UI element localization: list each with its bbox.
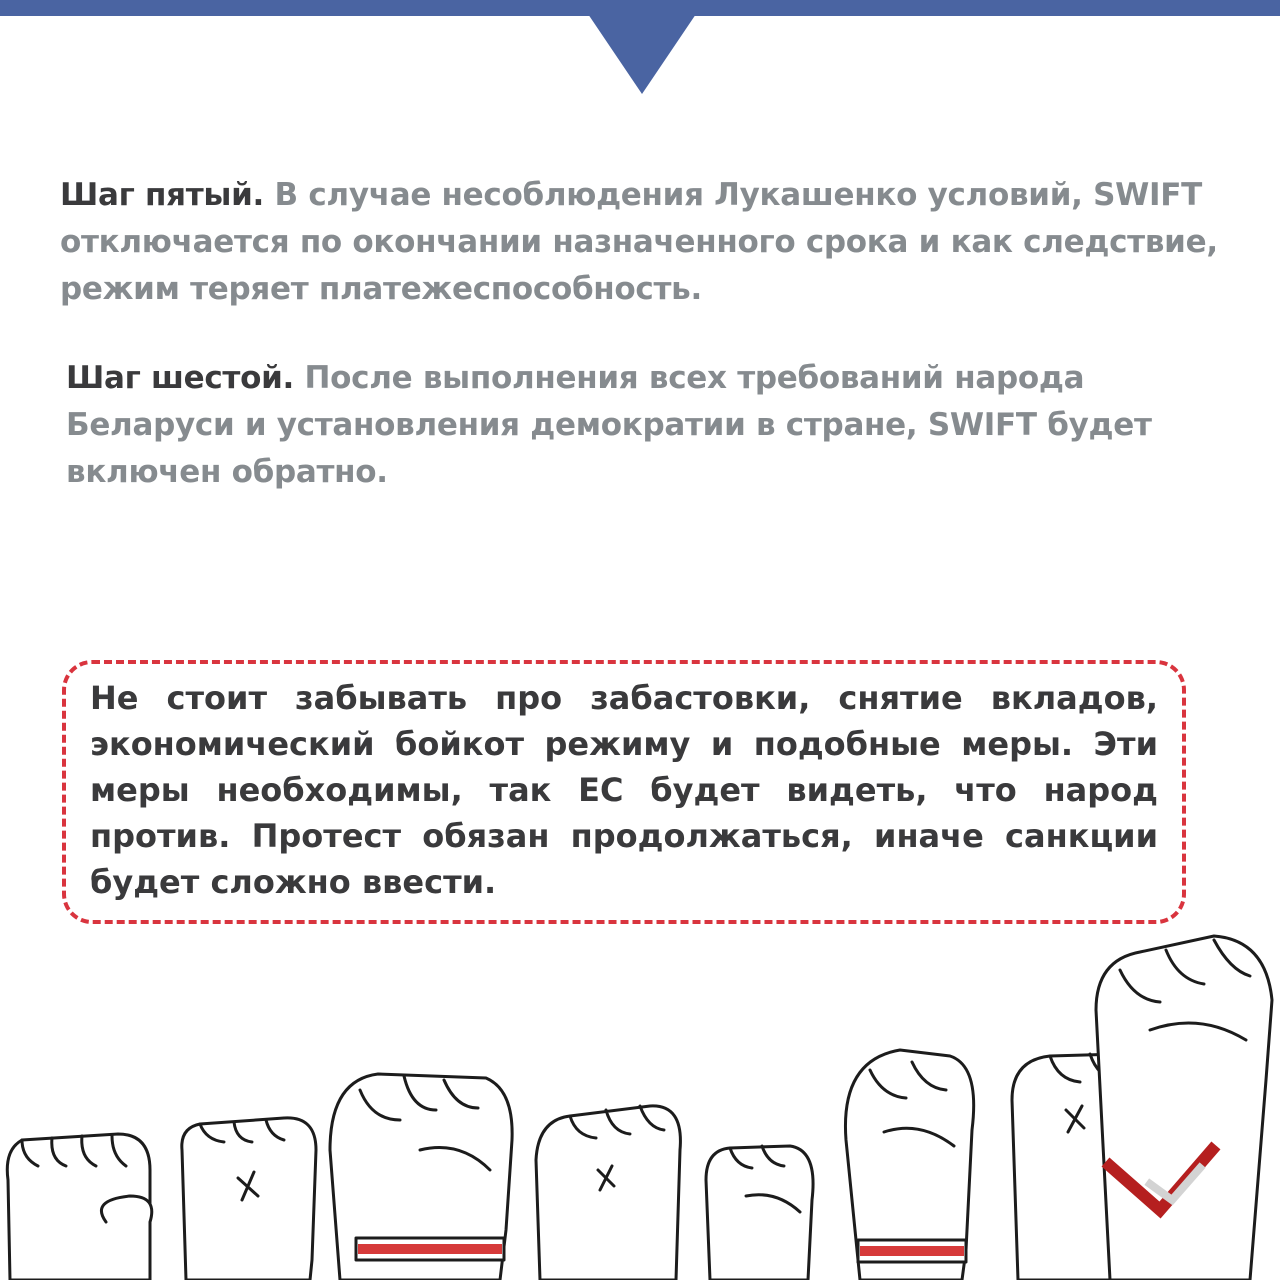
step-five-heading: Шаг пятый. <box>60 177 265 213</box>
fist-3 <box>330 1074 512 1280</box>
fist-5 <box>706 1146 813 1280</box>
step-six <box>66 355 1216 496</box>
step-five-text: В случае несоблюдения Лукашенко условий, SWIFT отключается по окончании назначенного срока и как следствие, режим теряет платежеспособность. <box>60 177 1218 307</box>
fist-4 <box>536 1106 680 1280</box>
fist-8 <box>1096 936 1272 1280</box>
step-five <box>60 172 1220 313</box>
step-six-text: После выполнения всех требований народа Беларуси и установления демократии в стране, SWIFT будет включен обратно. <box>66 360 1152 490</box>
down-arrow-notch <box>0 0 1280 100</box>
fist-2 <box>182 1118 316 1280</box>
callout-text: Не стоит забывать про забастовки, снятие вкладов, экономический бойкот режиму и подобные меры. Эти меры необходимы, так ЕС будет видеть, что народ против. Протест обязан продолжаться, иначе санкции будет сложно ввести. <box>90 679 1158 901</box>
step-six-heading: Шаг шестой. <box>66 360 294 396</box>
fist-6 <box>845 1050 973 1280</box>
raised-fists-illustration <box>0 930 1280 1280</box>
fist-1 <box>7 1134 152 1280</box>
